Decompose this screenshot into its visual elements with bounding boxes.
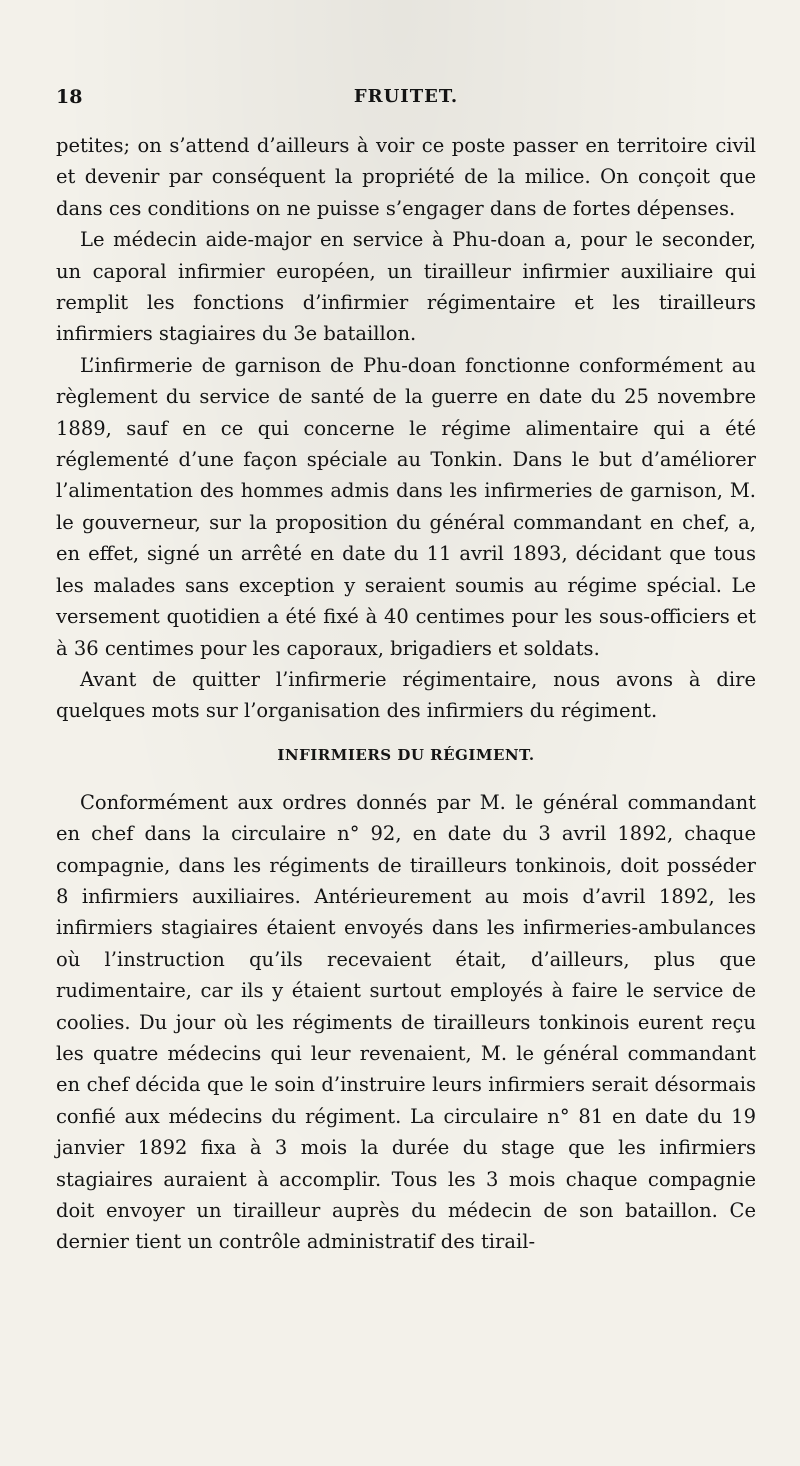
paragraph: L’infirmerie de garnison de Phu-doan fonctionne conformément au règlement du service de santé de la guerre en date du 25 novembre 1889, sauf en ce qui concerne le régime alimentaire qui a été réglementé d’une façon spéciale au Tonkin. Dans le but d’améliorer l’alimentation des hommes admis dans les infirmeries de garnison, M. le gouverneur, sur la proposition du général commandant en chef, a, en effet, signé un arrêté en date du 11 avril 1893, décidant que tous les malades sans exception y seraient soumis au régime spécial. Le versement quotidien a été fixé à 40 centimes pour les sous-officiers et à 36 centimes pour les caporaux, brigadiers et soldats.: [56, 353, 756, 660]
body-text: [56, 130, 756, 1258]
paragraph: petites; on s’attend d’ailleurs à voir ce poste passer en territoire civil et devenir par conséquent la propriété de la milice. On conçoit que dans ces conditions on ne puisse s’engager dans de fortes dépenses.: [56, 134, 756, 220]
running-head: FRUITET.: [353, 86, 459, 107]
section-heading: INFIRMIERS DU RÉGIMENT.: [277, 745, 535, 764]
paragraph: Avant de quitter l’infirmerie régimentaire, nous avons à dire quelques mots sur l’organisation des infirmiers du régiment.: [56, 667, 756, 723]
paragraph: Le médecin aide-major en service à Phu-doan a, pour le seconder, un caporal infirmier européen, un tirailleur infirmier auxiliaire qui remplit les fonctions d’infirmier régimentaire et les tirailleurs infirmiers stagiaires du 3e bataillon.: [56, 228, 756, 346]
paragraph: Conformément aux ordres donnés par M. le général commandant en chef dans la circulaire n° 92, en date du 3 avril 1892, chaque compagnie, dans les régiments de tirailleurs tonkinois, doit posséder 8 infirmiers auxiliaires. Antérieurement au mois d’avril 1892, les infirmiers stagiaires étaient envoyés dans les infirmeries-ambulances où l’instruction qu’ils recevaient était, d’ailleurs, plus que rudimentaire, car ils y étaient surtout employés à faire le service de coolies. Du jour où les régiments de tirailleurs tonkinois eurent reçu les quatre médecins qui leur revenaient, M. le général commandant en chef décida que le soin d’instruire leurs infirmiers serait désormais confié aux médecins du régiment. La circulaire n° 81 en date du 19 janvier 1892 fixa à 3 mois la durée du stage que les infirmiers stagiaires auraient à accomplir. Tous les 3 mois chaque compagnie doit envoyer un tirailleur auprès du médecin de son bataillon. Ce dernier tient un contrôle administratif des tirail-: [56, 790, 756, 1254]
page-number: 18: [56, 86, 83, 108]
page-header: [56, 86, 756, 116]
